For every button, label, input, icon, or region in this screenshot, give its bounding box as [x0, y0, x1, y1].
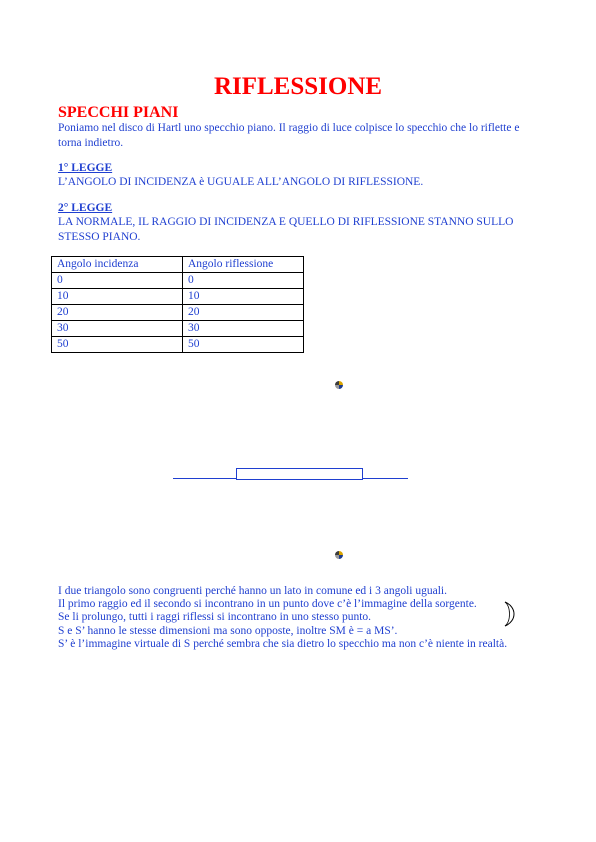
law2-heading: 2° LEGGE [58, 202, 113, 214]
table-row [52, 337, 304, 353]
note-line: I due triangolo sono congruenti perché hanno un lato in comune ed i 3 angoli uguali. [58, 585, 447, 597]
table-cell: 20 [52, 305, 183, 321]
note-line: Se li prolungo, tutti i raggi riflessi si incontrano in uno stesso punto. [58, 611, 372, 623]
table-row [52, 321, 304, 337]
table-cell: 50 [52, 337, 183, 353]
light-source-icon [335, 381, 343, 389]
note-line: S e S’ hanno le stesse dimensioni ma sono opposte, inoltre SM è = a MS’. [58, 625, 398, 637]
table-header-cell: Angolo riflessione [183, 257, 304, 273]
table-cell: 30 [183, 321, 304, 337]
law1-heading: 1° LEGGE [58, 162, 113, 174]
note-line: Il primo raggio ed il secondo si incontrano in un punto dove c’è l’immagine della sorgente. [58, 598, 477, 610]
table-cell: 20 [183, 305, 304, 321]
virtual-image-icon [335, 551, 343, 559]
table-cell: 10 [52, 289, 183, 305]
law2-line: STESSO PIANO. [58, 231, 141, 243]
intro-paragraph [58, 121, 548, 151]
table-header-cell: Angolo incidenza [52, 257, 183, 273]
intro-line: torna indietro. [58, 137, 124, 149]
table-cell: 0 [52, 273, 183, 289]
page-title: RIFLESSIONE [213, 73, 383, 100]
table-cell: 0 [183, 273, 304, 289]
law2-text [58, 215, 548, 245]
table-cell: 50 [183, 337, 304, 353]
table-row [52, 273, 304, 289]
concave-mirror-icon [503, 601, 517, 627]
note-line: S’ è l’immagine virtuale di S perché sembra che sia dietro lo specchio ma non c’è niente in realtà. [58, 638, 508, 650]
law1-text: L’ANGOLO DI INCIDENZA è UGUALE ALL’ANGOLO DI RIFLESSIONE. [58, 176, 424, 188]
table-cell: 10 [183, 289, 304, 305]
table-row [52, 289, 304, 305]
law2-line: LA NORMALE, IL RAGGIO DI INCIDENZA E QUELLO DI RIFLESSIONE STANNO SULLO [58, 216, 514, 228]
plane-mirror [236, 468, 363, 480]
table-cell: 30 [52, 321, 183, 337]
table-header-row [52, 257, 304, 273]
angles-table [51, 256, 304, 353]
table-row [52, 305, 304, 321]
intro-line: Poniamo nel disco di Hartl uno specchio piano. Il raggio di luce colpisce lo specchio che lo riflette e [58, 122, 520, 134]
section-heading: SPECCHI PIANI [58, 104, 179, 121]
